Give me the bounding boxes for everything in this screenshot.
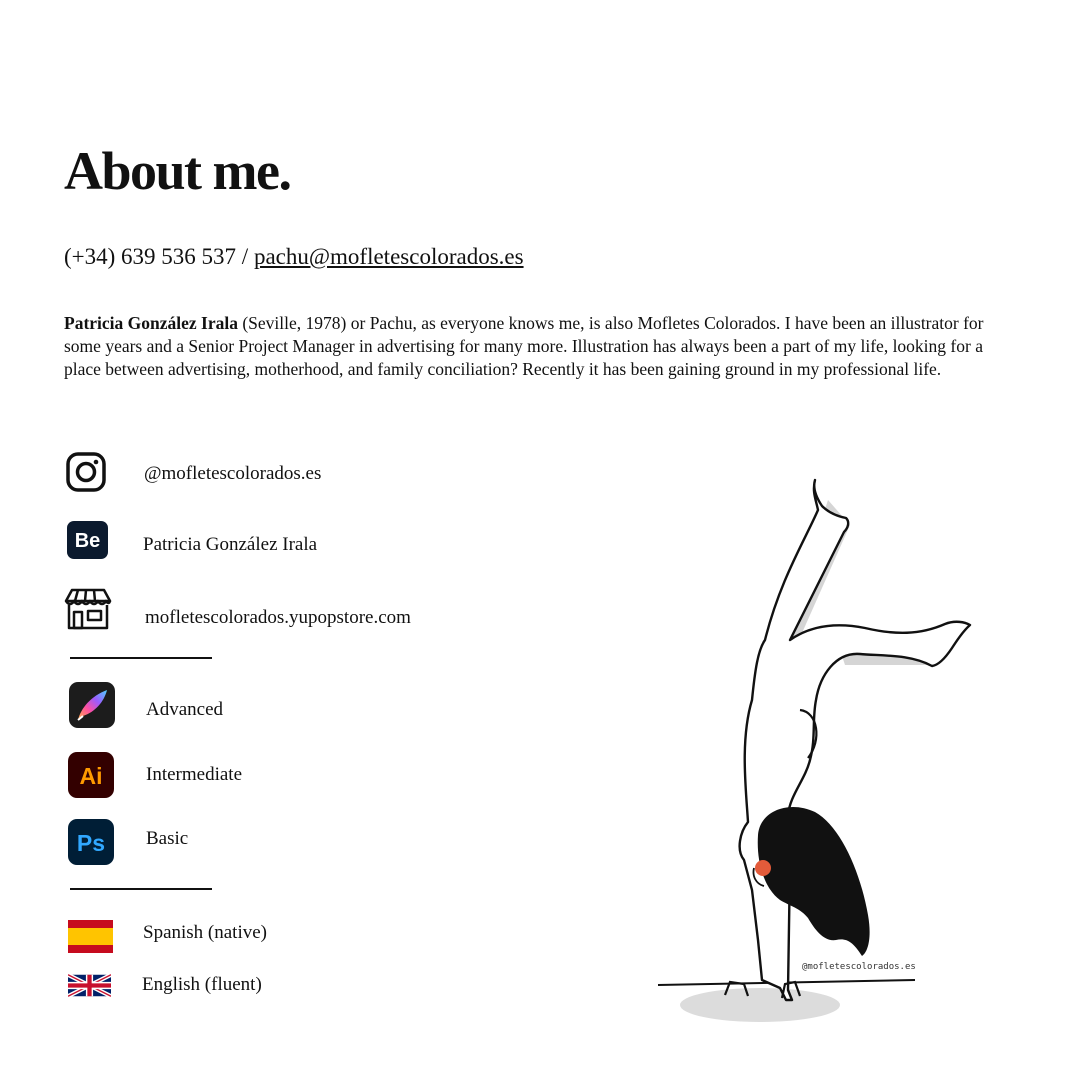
- email-link[interactable]: pachu@mofletescolorados.es: [253, 244, 524, 269]
- spain-flag-icon: [68, 920, 113, 958]
- contact-line: [64, 242, 524, 272]
- handstand-illustration: [640, 470, 990, 1045]
- behance-icon[interactable]: [67, 521, 108, 564]
- photoshop-icon: [68, 819, 114, 865]
- instagram-icon[interactable]: [66, 452, 106, 497]
- contact-separator: /: [236, 244, 254, 269]
- floor-shadow: [680, 988, 840, 1022]
- photoshop-icon-text: Ps: [76, 830, 106, 856]
- store-url[interactable]: mofletescolorados.yupopstore.com: [145, 607, 411, 628]
- photoshop-level: Basic: [146, 828, 189, 849]
- illustrator-level: Intermediate: [146, 764, 243, 785]
- section-divider: [70, 657, 212, 659]
- bio-text: (Seville, 1978) or Pachu, as everyone knows me, is also Mofletes Colorados. I have been an illustrator for some years and a Senior Project Manager in advertising for many more. Illustration has always been a part of my life, looking for a place between advertising, motherhood, and family conciliation? Recently it has been gaining ground in my professional life.: [64, 313, 984, 379]
- figure-cheek: [755, 860, 771, 876]
- phone-number: (+34) 639 536 537: [64, 244, 237, 269]
- behance-name[interactable]: Patricia González Irala: [143, 534, 318, 555]
- uk-flag-icon: [68, 972, 111, 1004]
- illustrator-icon-text: Ai: [79, 763, 103, 789]
- store-icon[interactable]: [64, 588, 112, 635]
- bio-name: Patricia González Irala: [64, 313, 238, 333]
- procreate-icon: [69, 682, 115, 728]
- language-spanish: Spanish (native): [143, 922, 268, 943]
- bio-paragraph: [64, 312, 1024, 381]
- procreate-level: Advanced: [146, 699, 224, 720]
- illustration-signature: @mofletescolorados.es: [802, 962, 916, 972]
- instagram-handle[interactable]: @mofletescolorados.es: [144, 463, 322, 484]
- section-divider: [70, 888, 212, 890]
- illustrator-icon: [68, 752, 114, 798]
- behance-icon-text: Be: [74, 530, 101, 552]
- page-title: About me.: [64, 141, 291, 201]
- language-english: English (fluent): [142, 974, 262, 995]
